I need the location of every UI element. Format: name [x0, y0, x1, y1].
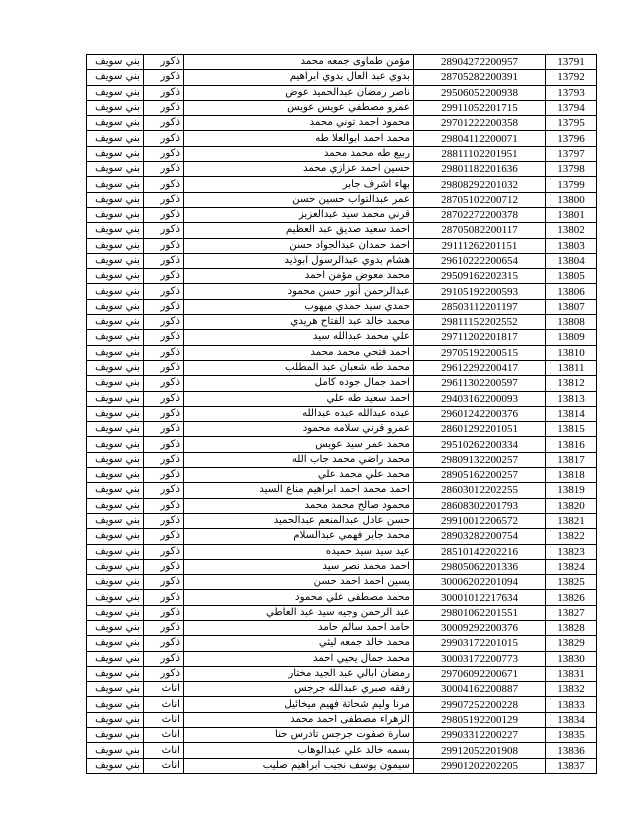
table-row [87, 391, 597, 406]
table-row [87, 100, 597, 115]
name-cell: بهاء اشرف جابر [184, 177, 414, 192]
serial-number-cell: 13831 [546, 666, 597, 681]
name-cell: محمود احمد توني محمد [184, 116, 414, 131]
name-cell: احمد حمدان عبدالجواد حسن [184, 238, 414, 253]
gender-cell: ذكور [144, 406, 184, 421]
serial-number-cell: 13826 [546, 590, 597, 605]
gender-cell: اناث [144, 743, 184, 758]
gender-cell: ذكور [144, 55, 184, 70]
name-cell: عمرو قرني سلامه محمود [184, 422, 414, 437]
national-id-cell: 28608302201793 [414, 498, 546, 513]
governorate-cell: بني سويف [87, 177, 144, 192]
gender-cell: ذكور [144, 452, 184, 467]
national-id-cell: 28702272200378 [414, 207, 546, 222]
governorate-cell: بني سويف [87, 207, 144, 222]
name-cell: سارة صفوت جرجس تادرس حنا [184, 728, 414, 743]
name-cell: ربيع طه محمد محمد [184, 146, 414, 161]
gender-cell: ذكور [144, 513, 184, 528]
name-cell: يسين احمد احمد حسن [184, 575, 414, 590]
gender-cell: ذكور [144, 483, 184, 498]
governorate-cell: بني سويف [87, 146, 144, 161]
governorate-cell: بني سويف [87, 437, 144, 452]
table-row [87, 55, 597, 70]
gender-cell: ذكور [144, 544, 184, 559]
gender-cell: اناث [144, 697, 184, 712]
national-id-cell: 29912052201908 [414, 743, 546, 758]
serial-number-cell: 13801 [546, 207, 597, 222]
gender-cell: ذكور [144, 162, 184, 177]
serial-number-cell: 13827 [546, 605, 597, 620]
governorate-cell: بني سويف [87, 529, 144, 544]
records-table-body [87, 55, 597, 774]
name-cell: محمد خالد جمعه ليثي [184, 636, 414, 651]
national-id-cell: 29706092200671 [414, 666, 546, 681]
gender-cell: ذكور [144, 437, 184, 452]
name-cell: عمر عبدالتواب حسين حسن [184, 192, 414, 207]
national-id-cell: 29804112200071 [414, 131, 546, 146]
table-row [87, 590, 597, 605]
gender-cell: ذكور [144, 131, 184, 146]
national-id-cell: 29601242200376 [414, 406, 546, 421]
gender-cell: ذكور [144, 70, 184, 85]
governorate-cell: بني سويف [87, 269, 144, 284]
gender-cell: ذكور [144, 651, 184, 666]
name-cell: حسن عادل عبدالمنعم عبدالحميد [184, 513, 414, 528]
table-row [87, 620, 597, 635]
name-cell: هشام بدوي عبدالرسول ابوذيد [184, 253, 414, 268]
serial-number-cell: 13837 [546, 758, 597, 773]
gender-cell: ذكور [144, 238, 184, 253]
gender-cell: ذكور [144, 223, 184, 238]
governorate-cell: بني سويف [87, 299, 144, 314]
governorate-cell: بني سويف [87, 406, 144, 421]
name-cell: محمد خالد عبد الفتاح هريدي [184, 315, 414, 330]
name-cell: رمضان ابالي عبد الجيد مختار [184, 666, 414, 681]
serial-number-cell: 13822 [546, 529, 597, 544]
national-id-cell: 29911052201715 [414, 100, 546, 115]
gender-cell: ذكور [144, 299, 184, 314]
name-cell: مؤمن طماوى جمعه محمد [184, 55, 414, 70]
national-id-cell: 29805062201336 [414, 559, 546, 574]
governorate-cell: بني سويف [87, 284, 144, 299]
national-id-cell: 29701222200358 [414, 116, 546, 131]
governorate-cell: بني سويف [87, 590, 144, 605]
national-id-cell: 29111262201151 [414, 238, 546, 253]
national-id-cell: 29907252200228 [414, 697, 546, 712]
national-id-cell: 29901202202205 [414, 758, 546, 773]
governorate-cell: بني سويف [87, 452, 144, 467]
serial-number-cell: 13830 [546, 651, 597, 666]
name-cell: رفقه صبري عبدالله جرجس [184, 682, 414, 697]
governorate-cell: بني سويف [87, 223, 144, 238]
table-row [87, 513, 597, 528]
gender-cell: ذكور [144, 146, 184, 161]
table-row [87, 437, 597, 452]
name-cell: محمد عمر سيد عويس [184, 437, 414, 452]
name-cell: سيمون يوسف نجيب ابراهيم صليب [184, 758, 414, 773]
serial-number-cell: 13793 [546, 85, 597, 100]
national-id-cell: 28903282200754 [414, 529, 546, 544]
serial-number-cell: 13806 [546, 284, 597, 299]
gender-cell: ذكور [144, 116, 184, 131]
governorate-cell: بني سويف [87, 468, 144, 483]
name-cell: محمد معوض مؤمن احمد [184, 269, 414, 284]
national-id-cell: 29805192200129 [414, 712, 546, 727]
gender-cell: ذكور [144, 498, 184, 513]
serial-number-cell: 13814 [546, 406, 597, 421]
serial-number-cell: 13799 [546, 177, 597, 192]
name-cell: احمد فتحي محمد محمد [184, 345, 414, 360]
name-cell: بدوي عبد العال بدوي ابراهيم [184, 70, 414, 85]
national-id-cell: 30003172200773 [414, 651, 546, 666]
national-id-cell: 29611302200597 [414, 376, 546, 391]
serial-number-cell: 13820 [546, 498, 597, 513]
table-row [87, 651, 597, 666]
gender-cell: ذكور [144, 253, 184, 268]
serial-number-cell: 13835 [546, 728, 597, 743]
serial-number-cell: 13804 [546, 253, 597, 268]
national-id-cell: 30004162200887 [414, 682, 546, 697]
governorate-cell: بني سويف [87, 192, 144, 207]
governorate-cell: بني سويف [87, 697, 144, 712]
governorate-cell: بني سويف [87, 743, 144, 758]
governorate-cell: بني سويف [87, 253, 144, 268]
national-id-cell: 29811152202552 [414, 315, 546, 330]
governorate-cell: بني سويف [87, 758, 144, 773]
name-cell: مرنا وليم شحاتة فهيم ميخائيل [184, 697, 414, 712]
national-id-cell: 28705102200712 [414, 192, 546, 207]
national-id-cell: 29903312200227 [414, 728, 546, 743]
governorate-cell: بني سويف [87, 712, 144, 727]
gender-cell: ذكور [144, 605, 184, 620]
name-cell: عبد الرحمن وجيه سيد عبد العاطي [184, 605, 414, 620]
name-cell: محمد جابر فهمي عبدالسلام [184, 529, 414, 544]
gender-cell: ذكور [144, 192, 184, 207]
table-row [87, 666, 597, 681]
name-cell: محمود صالح محمد محمد [184, 498, 414, 513]
serial-number-cell: 13815 [546, 422, 597, 437]
national-id-cell: 29506052200938 [414, 85, 546, 100]
name-cell: حمدي سيد حمدي ميهوب [184, 299, 414, 314]
name-cell: احمد سعيد طه علي [184, 391, 414, 406]
table-row [87, 483, 597, 498]
name-cell: عبده عبدالله عبده عبدالله [184, 406, 414, 421]
name-cell: علي محمد عبدالله سيد [184, 330, 414, 345]
table-row [87, 376, 597, 391]
governorate-cell: بني سويف [87, 575, 144, 590]
national-id-cell: 28705082200117 [414, 223, 546, 238]
governorate-cell: بني سويف [87, 330, 144, 345]
serial-number-cell: 13836 [546, 743, 597, 758]
national-id-cell: 28503112201197 [414, 299, 546, 314]
governorate-cell: بني سويف [87, 605, 144, 620]
serial-number-cell: 13818 [546, 468, 597, 483]
gender-cell: اناث [144, 682, 184, 697]
gender-cell: ذكور [144, 177, 184, 192]
national-id-cell: 29801062201551 [414, 605, 546, 620]
governorate-cell: بني سويف [87, 345, 144, 360]
name-cell: قرني محمد سيد عبدالعزيز [184, 207, 414, 222]
gender-cell: اناث [144, 758, 184, 773]
table-row [87, 406, 597, 421]
name-cell: محمد طه شعبان عبد المطلب [184, 360, 414, 375]
national-id-cell: 29510262200334 [414, 437, 546, 452]
gender-cell: ذكور [144, 85, 184, 100]
governorate-cell: بني سويف [87, 498, 144, 513]
national-id-cell: 29903172201015 [414, 636, 546, 651]
name-cell: محمد احمد ابوالعلا طه [184, 131, 414, 146]
governorate-cell: بني سويف [87, 131, 144, 146]
gender-cell: ذكور [144, 100, 184, 115]
table-row [87, 315, 597, 330]
table-row [87, 743, 597, 758]
national-id-cell: 29705192200515 [414, 345, 546, 360]
name-cell: احمد جمال جوده كامل [184, 376, 414, 391]
name-cell: عمرو مصطفي عويس عويس [184, 100, 414, 115]
serial-number-cell: 13794 [546, 100, 597, 115]
governorate-cell: بني سويف [87, 162, 144, 177]
serial-number-cell: 13813 [546, 391, 597, 406]
serial-number-cell: 13810 [546, 345, 597, 360]
name-cell: بسمه خالد علي عبدالوهاب [184, 743, 414, 758]
table-row [87, 192, 597, 207]
national-id-cell: 29403162200093 [414, 391, 546, 406]
serial-number-cell: 13828 [546, 620, 597, 635]
name-cell: محمد علي محمد علي [184, 468, 414, 483]
national-id-cell: 30006202201094 [414, 575, 546, 590]
governorate-cell: بني سويف [87, 559, 144, 574]
national-id-cell: 28510142202216 [414, 544, 546, 559]
table-row [87, 177, 597, 192]
governorate-cell: بني سويف [87, 651, 144, 666]
table-row [87, 636, 597, 651]
governorate-cell: بني سويف [87, 360, 144, 375]
table-row [87, 299, 597, 314]
table-row [87, 697, 597, 712]
serial-number-cell: 13817 [546, 452, 597, 467]
gender-cell: ذكور [144, 284, 184, 299]
serial-number-cell: 13808 [546, 315, 597, 330]
name-cell: محمد مصطفى علي محمود [184, 590, 414, 605]
governorate-cell: بني سويف [87, 728, 144, 743]
gender-cell: ذكور [144, 620, 184, 635]
name-cell: الزهراء مصطفى احمد محمد [184, 712, 414, 727]
gender-cell: ذكور [144, 391, 184, 406]
serial-number-cell: 13802 [546, 223, 597, 238]
national-id-cell: 29105192200593 [414, 284, 546, 299]
serial-number-cell: 13834 [546, 712, 597, 727]
table-row [87, 452, 597, 467]
gender-cell: ذكور [144, 360, 184, 375]
table-row [87, 682, 597, 697]
name-cell: محمد جمال يحيي احمد [184, 651, 414, 666]
governorate-cell: بني سويف [87, 70, 144, 85]
governorate-cell: بني سويف [87, 85, 144, 100]
table-row [87, 253, 597, 268]
serial-number-cell: 13798 [546, 162, 597, 177]
gender-cell: ذكور [144, 559, 184, 574]
table-row [87, 422, 597, 437]
national-id-cell: 29610222200654 [414, 253, 546, 268]
name-cell: عبدالرحمن أنور حسن محمود [184, 284, 414, 299]
table-row [87, 330, 597, 345]
serial-number-cell: 13833 [546, 697, 597, 712]
national-id-cell: 29910012206572 [414, 513, 546, 528]
gender-cell: ذكور [144, 666, 184, 681]
serial-number-cell: 13805 [546, 269, 597, 284]
name-cell: احمد محمد نصر سيد [184, 559, 414, 574]
name-cell: حسين احمد عزازي محمد [184, 162, 414, 177]
table-row [87, 131, 597, 146]
national-id-cell: 29509162202315 [414, 269, 546, 284]
name-cell: ناصر رمضان عبدالحميد عوض [184, 85, 414, 100]
name-cell: احمد محمد احمد ابراهيم مناع السيد [184, 483, 414, 498]
national-id-cell: 29809132200257 [414, 452, 546, 467]
governorate-cell: بني سويف [87, 513, 144, 528]
governorate-cell: بني سويف [87, 55, 144, 70]
national-id-cell: 28601292201051 [414, 422, 546, 437]
serial-number-cell: 13803 [546, 238, 597, 253]
table-row [87, 605, 597, 620]
national-id-cell: 30001012217634 [414, 590, 546, 605]
name-cell: حامد احمد سالم حامد [184, 620, 414, 635]
table-row [87, 544, 597, 559]
national-id-cell: 28603012202255 [414, 483, 546, 498]
governorate-cell: بني سويف [87, 620, 144, 635]
table-row [87, 269, 597, 284]
serial-number-cell: 13832 [546, 682, 597, 697]
table-row [87, 345, 597, 360]
governorate-cell: بني سويف [87, 682, 144, 697]
governorate-cell: بني سويف [87, 483, 144, 498]
table-row [87, 712, 597, 727]
governorate-cell: بني سويف [87, 315, 144, 330]
serial-number-cell: 13796 [546, 131, 597, 146]
gender-cell: ذكور [144, 330, 184, 345]
national-id-cell: 29612292200417 [414, 360, 546, 375]
serial-number-cell: 13797 [546, 146, 597, 161]
national-id-cell: 29808292201032 [414, 177, 546, 192]
table-row [87, 498, 597, 513]
gender-cell: ذكور [144, 575, 184, 590]
table-row [87, 284, 597, 299]
table-row [87, 575, 597, 590]
gender-cell: ذكور [144, 269, 184, 284]
gender-cell: ذكور [144, 207, 184, 222]
gender-cell: ذكور [144, 422, 184, 437]
serial-number-cell: 13824 [546, 559, 597, 574]
national-id-cell: 28705282200391 [414, 70, 546, 85]
governorate-cell: بني سويف [87, 636, 144, 651]
national-id-cell: 29801182201636 [414, 162, 546, 177]
national-id-cell: 28904272200957 [414, 55, 546, 70]
governorate-cell: بني سويف [87, 422, 144, 437]
gender-cell: ذكور [144, 345, 184, 360]
serial-number-cell: 13812 [546, 376, 597, 391]
governorate-cell: بني سويف [87, 376, 144, 391]
serial-number-cell: 13791 [546, 55, 597, 70]
table-row [87, 728, 597, 743]
serial-number-cell: 13792 [546, 70, 597, 85]
governorate-cell: بني سويف [87, 238, 144, 253]
table-row [87, 223, 597, 238]
gender-cell: ذكور [144, 376, 184, 391]
table-row [87, 162, 597, 177]
table-row [87, 146, 597, 161]
governorate-cell: بني سويف [87, 100, 144, 115]
gender-cell: ذكور [144, 529, 184, 544]
national-id-cell: 28905162200257 [414, 468, 546, 483]
serial-number-cell: 13811 [546, 360, 597, 375]
table-row [87, 207, 597, 222]
national-id-cell: 28811102201951 [414, 146, 546, 161]
gender-cell: ذكور [144, 315, 184, 330]
table-row [87, 70, 597, 85]
serial-number-cell: 13809 [546, 330, 597, 345]
table-row [87, 85, 597, 100]
serial-number-cell: 13795 [546, 116, 597, 131]
records-table [86, 54, 597, 774]
table-row [87, 116, 597, 131]
name-cell: محمد راضي محمد جاب الله [184, 452, 414, 467]
name-cell: عيد سيد سيد حميده [184, 544, 414, 559]
national-id-cell: 29711202201817 [414, 330, 546, 345]
national-id-cell: 30009292200376 [414, 620, 546, 635]
serial-number-cell: 13819 [546, 483, 597, 498]
table-row [87, 360, 597, 375]
serial-number-cell: 13800 [546, 192, 597, 207]
serial-number-cell: 13825 [546, 575, 597, 590]
serial-number-cell: 13829 [546, 636, 597, 651]
table-row [87, 529, 597, 544]
serial-number-cell: 13821 [546, 513, 597, 528]
table-row [87, 559, 597, 574]
table-row [87, 468, 597, 483]
gender-cell: اناث [144, 712, 184, 727]
gender-cell: ذكور [144, 468, 184, 483]
serial-number-cell: 13816 [546, 437, 597, 452]
governorate-cell: بني سويف [87, 544, 144, 559]
serial-number-cell: 13807 [546, 299, 597, 314]
gender-cell: ذكور [144, 636, 184, 651]
table-row [87, 758, 597, 773]
gender-cell: اناث [144, 728, 184, 743]
governorate-cell: بني سويف [87, 666, 144, 681]
governorate-cell: بني سويف [87, 391, 144, 406]
name-cell: احمد سعيد صديق عبد العظيم [184, 223, 414, 238]
governorate-cell: بني سويف [87, 116, 144, 131]
gender-cell: ذكور [144, 590, 184, 605]
serial-number-cell: 13823 [546, 544, 597, 559]
table-row [87, 238, 597, 253]
